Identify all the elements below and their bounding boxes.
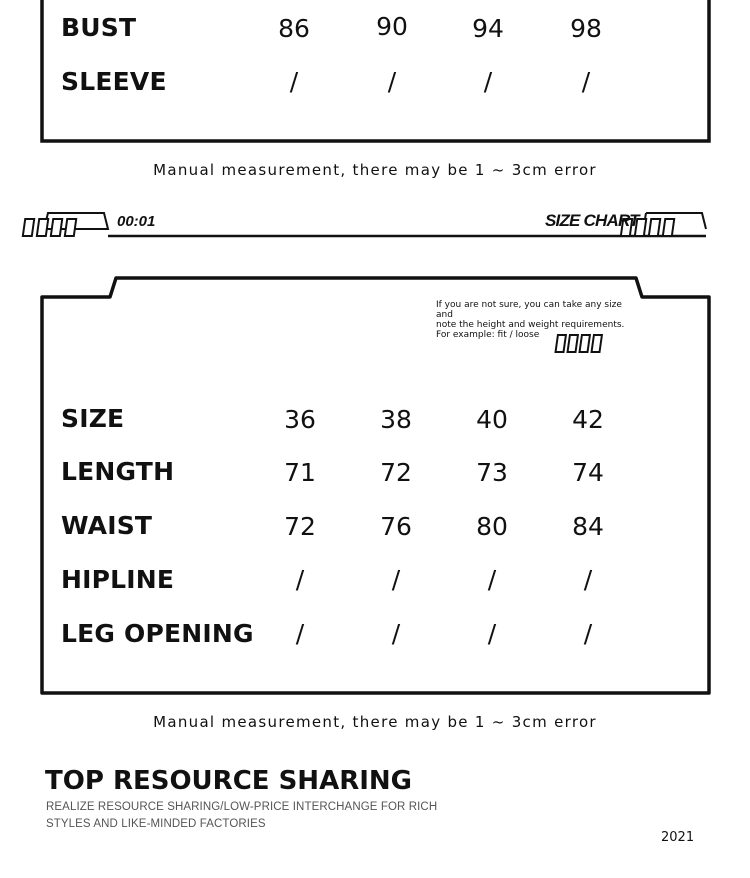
cell: /	[583, 565, 593, 594]
cell: /	[483, 67, 493, 96]
size-tip	[436, 300, 636, 340]
cell: /	[387, 67, 397, 96]
cell: /	[581, 67, 591, 96]
row-label-bust: BUST	[61, 13, 137, 42]
cell: 90	[376, 12, 408, 41]
cell: 73	[476, 458, 508, 487]
row-label-size: SIZE	[61, 404, 125, 433]
tip-line: note the height and weight requirements.	[436, 320, 625, 330]
year-label: 2021	[661, 830, 695, 845]
row-label-length: LENGTH	[61, 457, 175, 486]
brand-title: TOP RESOURCE SHARING	[45, 766, 412, 796]
cell: /	[289, 67, 299, 96]
tip-line: If you are not sure, you can take any size and	[436, 300, 622, 320]
size-chart-title: SIZE CHART	[545, 211, 639, 230]
cell: 72	[284, 512, 316, 541]
cell: 42	[572, 405, 604, 434]
cell: /	[391, 565, 401, 594]
cell: 80	[476, 512, 508, 541]
cell: 71	[284, 458, 316, 487]
brand-subtitle-line: STYLES AND LIKE-MINDED FACTORIES	[46, 818, 266, 830]
brand-subtitle-line: REALIZE RESOURCE SHARING/LOW-PRICE INTERCHANGE FOR RICH	[46, 801, 438, 813]
hud-timer: 00:01	[117, 213, 156, 230]
cell: /	[583, 619, 593, 648]
cell: /	[487, 619, 497, 648]
cell: 40	[476, 405, 508, 434]
cell: 94	[472, 14, 504, 43]
cell: 86	[278, 14, 310, 43]
row-label-hipline: HIPLINE	[61, 565, 175, 594]
cell: /	[487, 565, 497, 594]
row-label-sleeve: SLEEVE	[61, 67, 167, 96]
cell: 74	[572, 458, 604, 487]
cell: 38	[380, 405, 412, 434]
tip-line: For example: fit / loose	[436, 330, 540, 340]
row-label-waist: WAIST	[61, 511, 153, 540]
row-label-leg-opening: LEG OPENING	[61, 619, 254, 648]
cell: 84	[572, 512, 604, 541]
cell: 98	[570, 14, 602, 43]
cell: /	[295, 565, 305, 594]
cell: 76	[380, 512, 412, 541]
cell: 72	[380, 458, 412, 487]
measurement-note: Manual measurement, there may be 1 ~ 3cm error	[153, 713, 597, 731]
cell: /	[295, 619, 305, 648]
measurement-note: Manual measurement, there may be 1 ~ 3cm error	[153, 161, 597, 179]
cell: 36	[284, 405, 316, 434]
cell: /	[391, 619, 401, 648]
